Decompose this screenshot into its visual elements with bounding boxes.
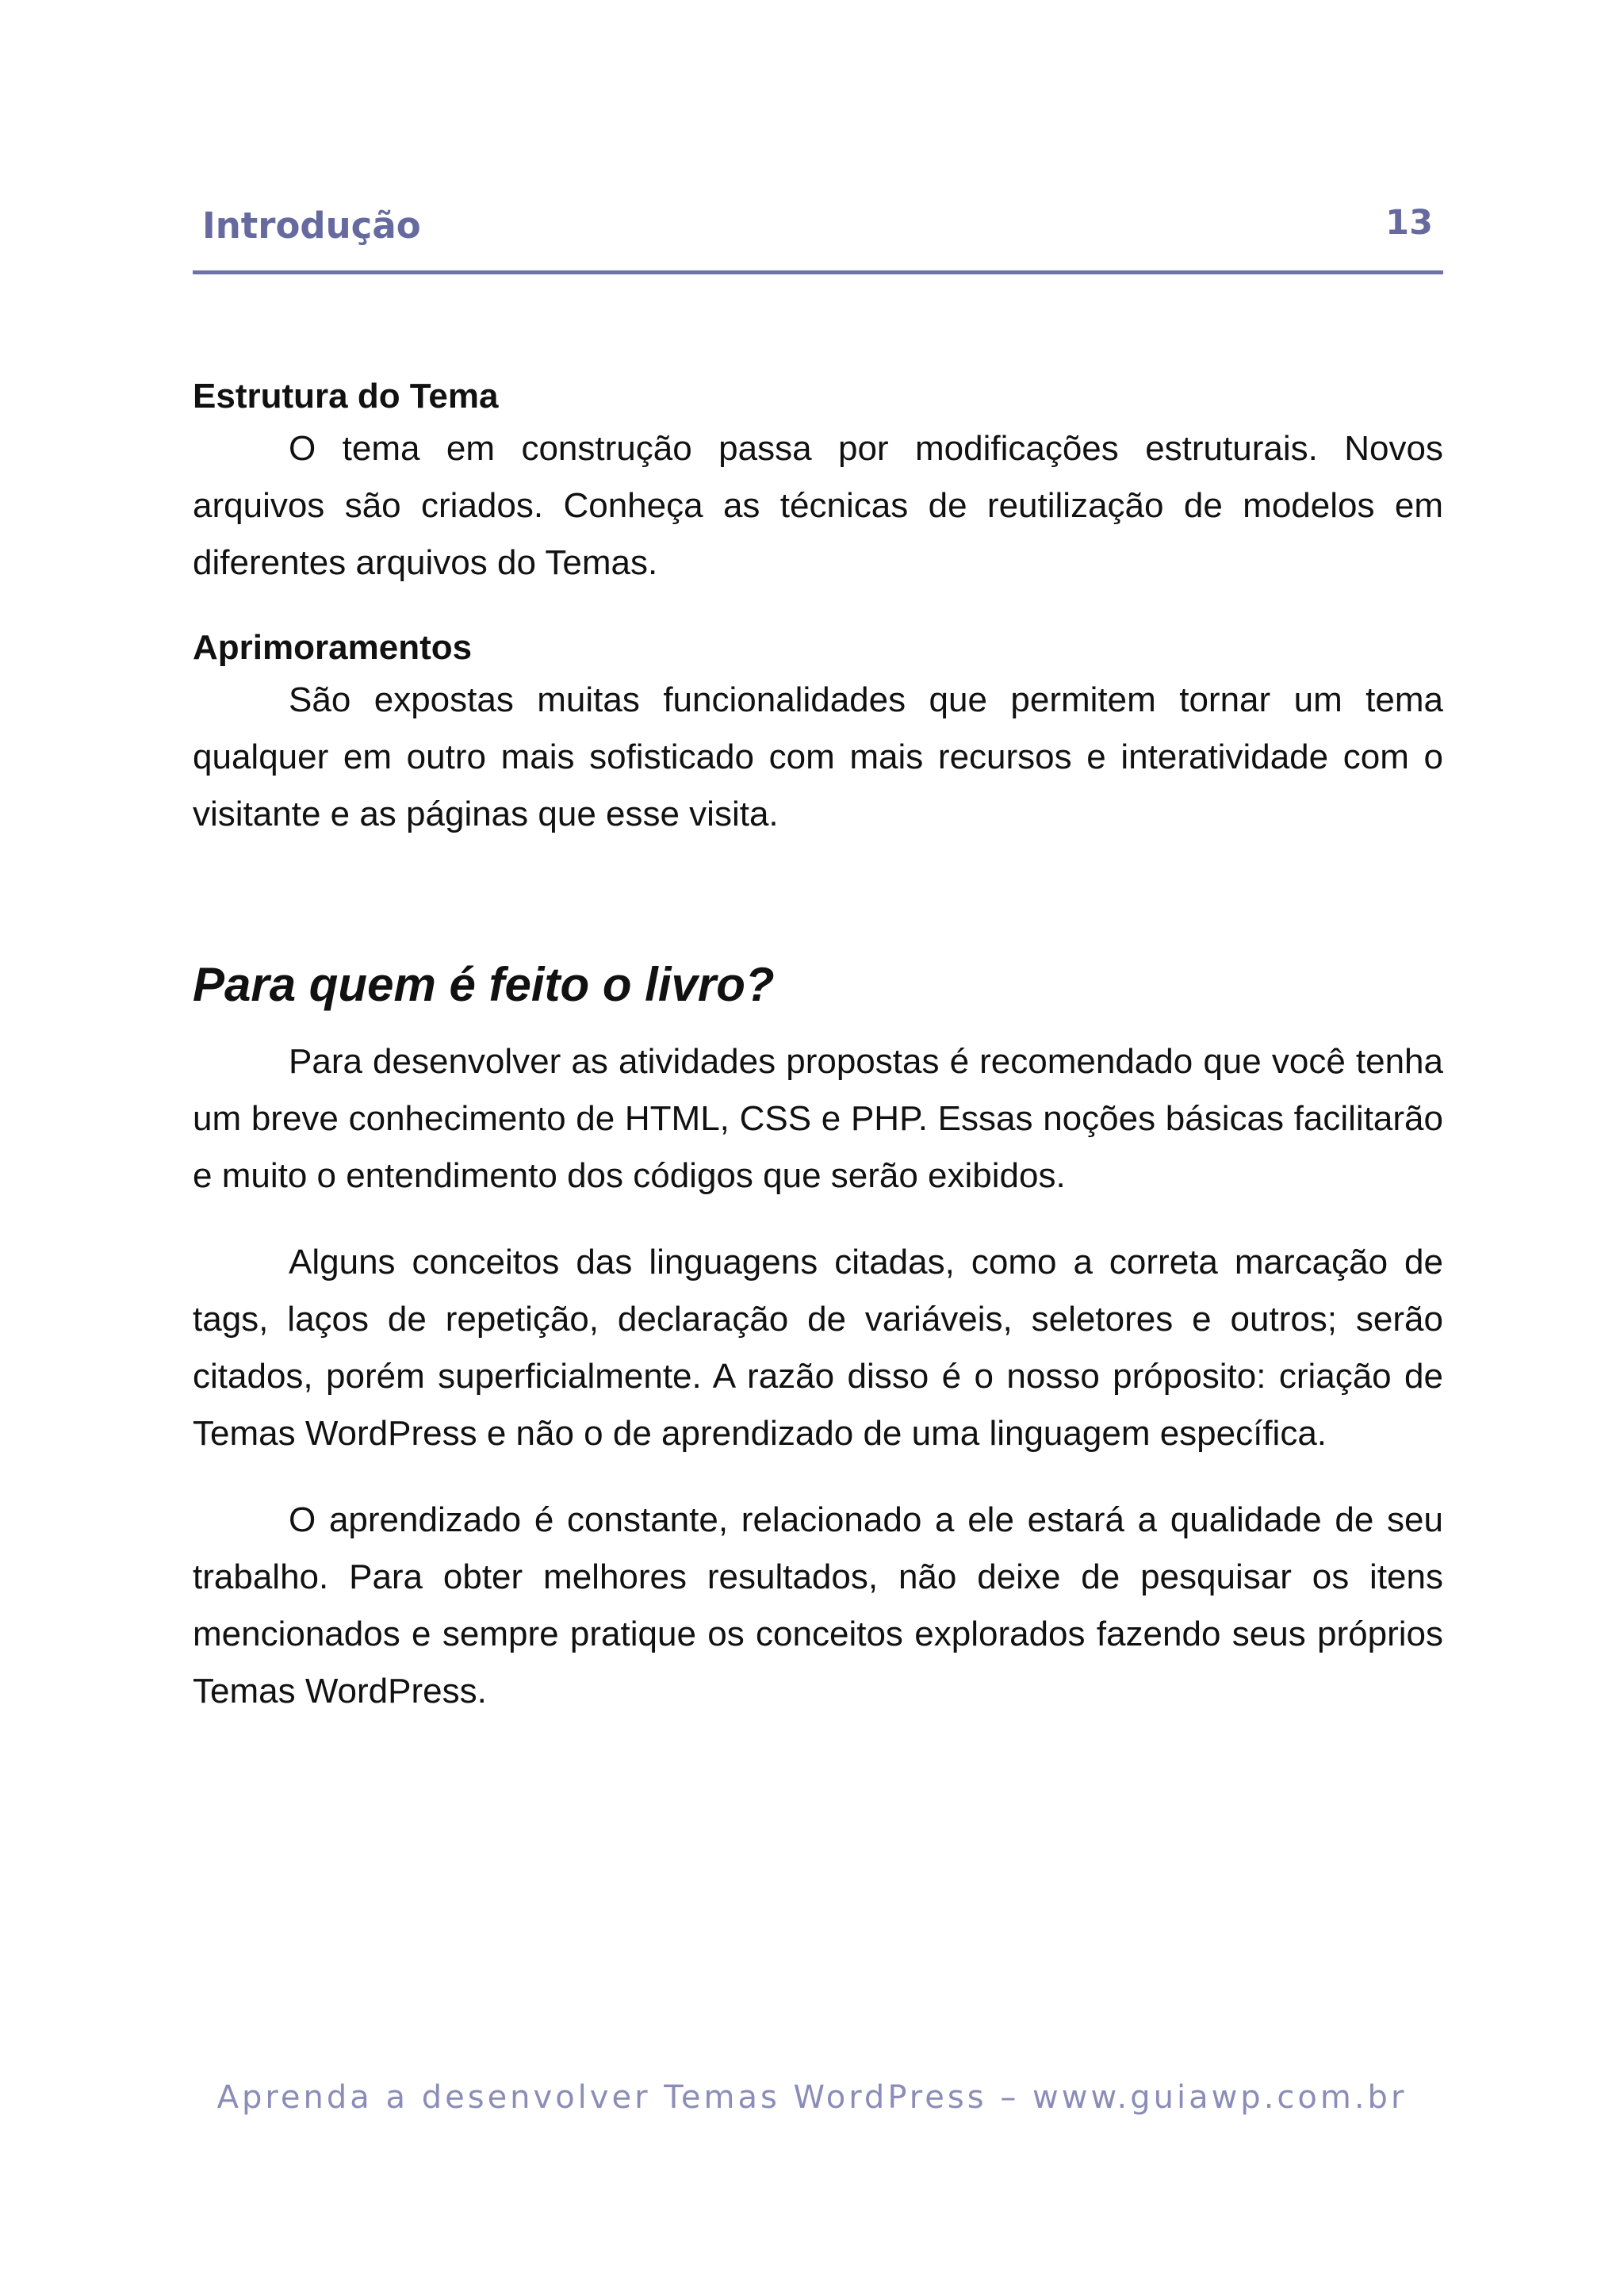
section-estrutura	[193, 373, 1443, 592]
chapter-paragraph: Alguns conceitos das linguagens citadas, como a correta marcação de tags, laços de repetição, declaração de variáveis, seletores e outros; serão citados, porém superficialmente. A razão disso é o nosso próposito: criação de Temas WordPress e não o de aprendizado de uma linguagem específica.	[193, 1243, 1443, 1453]
header-divider	[193, 270, 1443, 274]
chapter-paragraph: Para desenvolver as atividades propostas é recomendado que você tenha um breve conhecimento de HTML, CSS e PHP. Essas noções básicas facilitarão e muito o entendimento dos códigos que serão exibidos.	[193, 1042, 1443, 1195]
page-number: 13	[1385, 203, 1433, 243]
page-content	[193, 373, 1443, 1720]
page-footer: Aprenda a desenvolver Temas WordPress – www.guiawp.com.br	[216, 2079, 1408, 2116]
section-title: Introdução	[202, 205, 421, 247]
chapter-heading: Para quem é feito o livro?	[193, 958, 775, 1011]
section-aprimoramentos	[193, 624, 1443, 843]
section-heading: Aprimoramentos	[193, 628, 473, 667]
chapter-paragraph: O aprendizado é constante, relacionado a ele estará a qualidade de seu trabalho. Para obter melhores resultados, não deixe de pesquisar os itens mencionados e sempre pratique os conceitos explorados fazendo seus próprios Temas WordPress.	[193, 1500, 1443, 1711]
section-heading: Estrutura do Tema	[193, 377, 499, 416]
page-header	[193, 198, 1443, 276]
section-paragraph: O tema em construção passa por modificações estruturais. Novos arquivos são criados. Conheça as técnicas de reutilização de modelos em diferentes arquivos do Temas.	[193, 429, 1443, 582]
section-paragraph: São expostas muitas funcionalidades que permitem tornar um tema qualquer em outro mais sofisticado com mais recursos e interatividade com o visitante e as páginas que esse visita.	[193, 680, 1443, 833]
chapter-para-quem	[193, 954, 1443, 1720]
